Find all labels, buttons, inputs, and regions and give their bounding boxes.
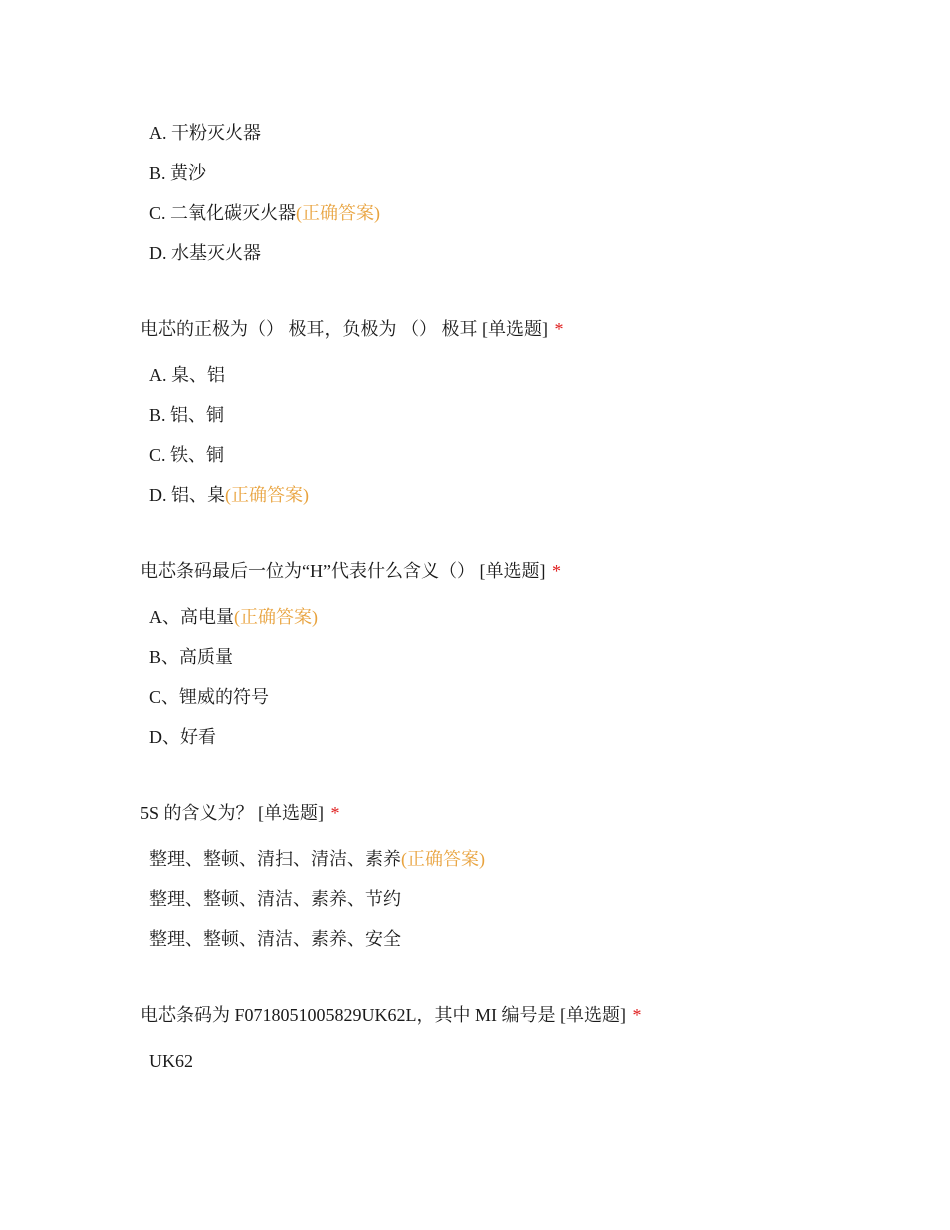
option-text: UK62: [149, 1051, 193, 1071]
answer-text: [149, 1049, 193, 1073]
option-d: [149, 483, 309, 507]
required-mark: *: [330, 803, 340, 823]
option-d: [149, 241, 261, 265]
question-text: 电芯条码为 F0718051005829UK62L，其中 MI 编号是 [单选题]: [140, 1005, 626, 1025]
correct-answer-tag: (正确答案): [234, 607, 318, 627]
correct-answer-tag: (正确答案): [296, 203, 381, 223]
question-title: [140, 317, 564, 341]
option-text: 整理、整顿、清洁、素养、安全: [149, 929, 401, 949]
option-c: [149, 685, 269, 709]
question-title: [140, 559, 561, 583]
option-c: [149, 201, 380, 225]
option-text: A. 臬、铝: [149, 365, 225, 385]
option-text: B、高质量: [149, 647, 234, 667]
option-b: [149, 161, 206, 185]
question-title: [140, 1003, 642, 1027]
option-a: [149, 605, 318, 629]
option-b: [149, 403, 224, 427]
option-3: [149, 927, 401, 951]
option-text: B. 铝、铜: [149, 405, 225, 425]
option-text: 整理、整顿、清洁、素养、节约: [149, 889, 401, 909]
option-d: [149, 725, 216, 749]
question-text: 5S 的含义为？ [单选题]: [140, 803, 324, 823]
option-text: B. 黄沙: [149, 163, 207, 183]
option-c: [149, 443, 224, 467]
option-text: C. 铁、铜: [149, 445, 225, 465]
required-mark: *: [554, 319, 564, 339]
correct-answer-tag: (正确答案): [401, 849, 485, 869]
option-text: D. 水基灭火器: [149, 243, 261, 263]
option-text: C、锂威的符号: [149, 687, 270, 707]
option-text: A. 干粉灭火器: [149, 123, 261, 143]
option-text: D. 铝、臬: [149, 485, 225, 505]
option-a: [149, 363, 225, 387]
option-text: A、高电量: [149, 607, 234, 627]
option-text: D、好看: [149, 727, 216, 747]
option-text: C. 二氧化碳灭火器: [149, 203, 297, 223]
question-title: [140, 801, 340, 825]
question-text: 电芯的正极为（） 极耳，负极为 （） 极耳 [单选题]: [140, 319, 548, 339]
option-text: 整理、整顿、清扫、清洁、素养: [149, 849, 401, 869]
required-mark: *: [632, 1005, 642, 1025]
option-2: [149, 887, 401, 911]
option-a: [149, 121, 261, 145]
correct-answer-tag: (正确答案): [225, 485, 309, 505]
question-text: 电芯条码最后一位为“H”代表什么含义（） [单选题]: [140, 561, 546, 581]
required-mark: *: [551, 561, 561, 581]
option-1: [149, 847, 485, 871]
option-b: [149, 645, 233, 669]
